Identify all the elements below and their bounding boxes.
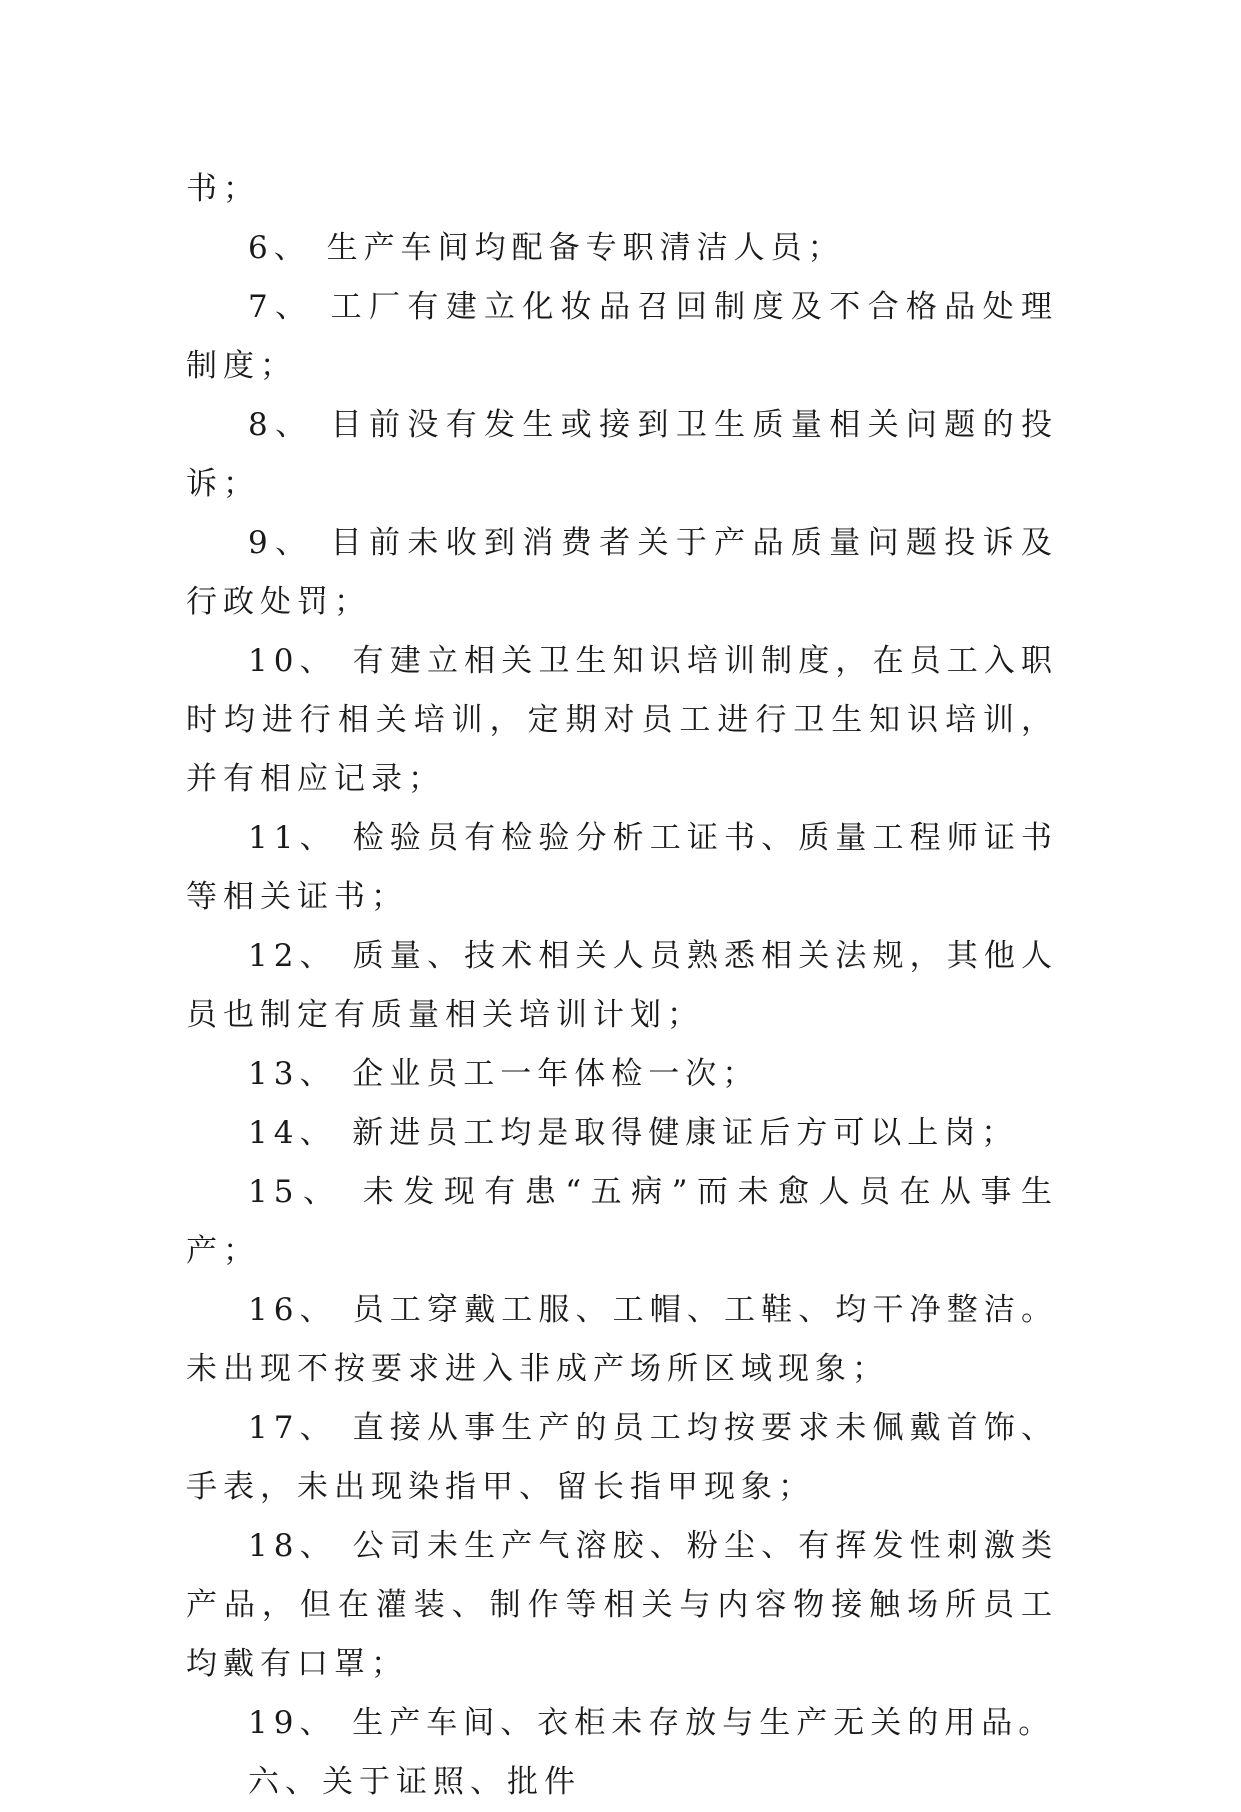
paragraph-item-19: 19、 生产车间、衣柜未存放与生产无关的用品。 <box>248 1705 1056 1741</box>
paragraph-item-11: 11、 检验员有检验分析工证书、质量工程师证书等相关证书； <box>186 820 1058 915</box>
paragraph-item-14: 14、 新进员工均是取得健康证后方可以上岗； <box>248 1115 1019 1151</box>
paragraph-item-17: 17、 直接从事生产的员工均按要求未佩戴首饰、手表，未出现染指甲、留长指甲现象； <box>186 1410 1058 1505</box>
paragraph-item-6: 6、 生产车间均配备专职清洁人员； <box>248 230 845 266</box>
paragraph-item-7: 7、 工厂有建立化妆品召回制度及不合格品处理制度； <box>186 289 1058 384</box>
section-heading-6: 六、关于证照、批件 <box>248 1764 581 1800</box>
paragraph-item-9: 9、 目前未收到消费者关于产品质量问题投诉及行政处罚； <box>186 525 1058 620</box>
paragraph-continuation: 书； <box>186 171 260 207</box>
paragraph-item-18: 18、 公司未生产气溶胶、粉尘、有挥发性刺激类产品，但在灌装、制作等相关与内容物接触场所员工均戴有口罩； <box>186 1528 1058 1682</box>
paragraph-item-12: 12、 质量、技术相关人员熟悉相关法规，其他人员也制定有质量相关培训计划； <box>186 938 1058 1033</box>
document-body <box>186 160 1058 1812</box>
paragraph-item-15: 15、 未发现有患“五病”而未愈人员在从事生产； <box>186 1174 1058 1269</box>
paragraph-item-8: 8、 目前没有发生或接到卫生质量相关问题的投诉； <box>186 407 1058 502</box>
paragraph-item-13: 13、 企业员工一年体检一次； <box>248 1056 760 1092</box>
paragraph-item-16: 16、 员工穿戴工服、工帽、工鞋、均干净整洁。未出现不按要求进入非成产场所区域现象； <box>186 1292 1058 1387</box>
paragraph-item-10: 10、 有建立相关卫生知识培训制度，在员工入职时均进行相关培训，定期对员工进行卫生知识培训，并有相应记录； <box>186 643 1058 797</box>
